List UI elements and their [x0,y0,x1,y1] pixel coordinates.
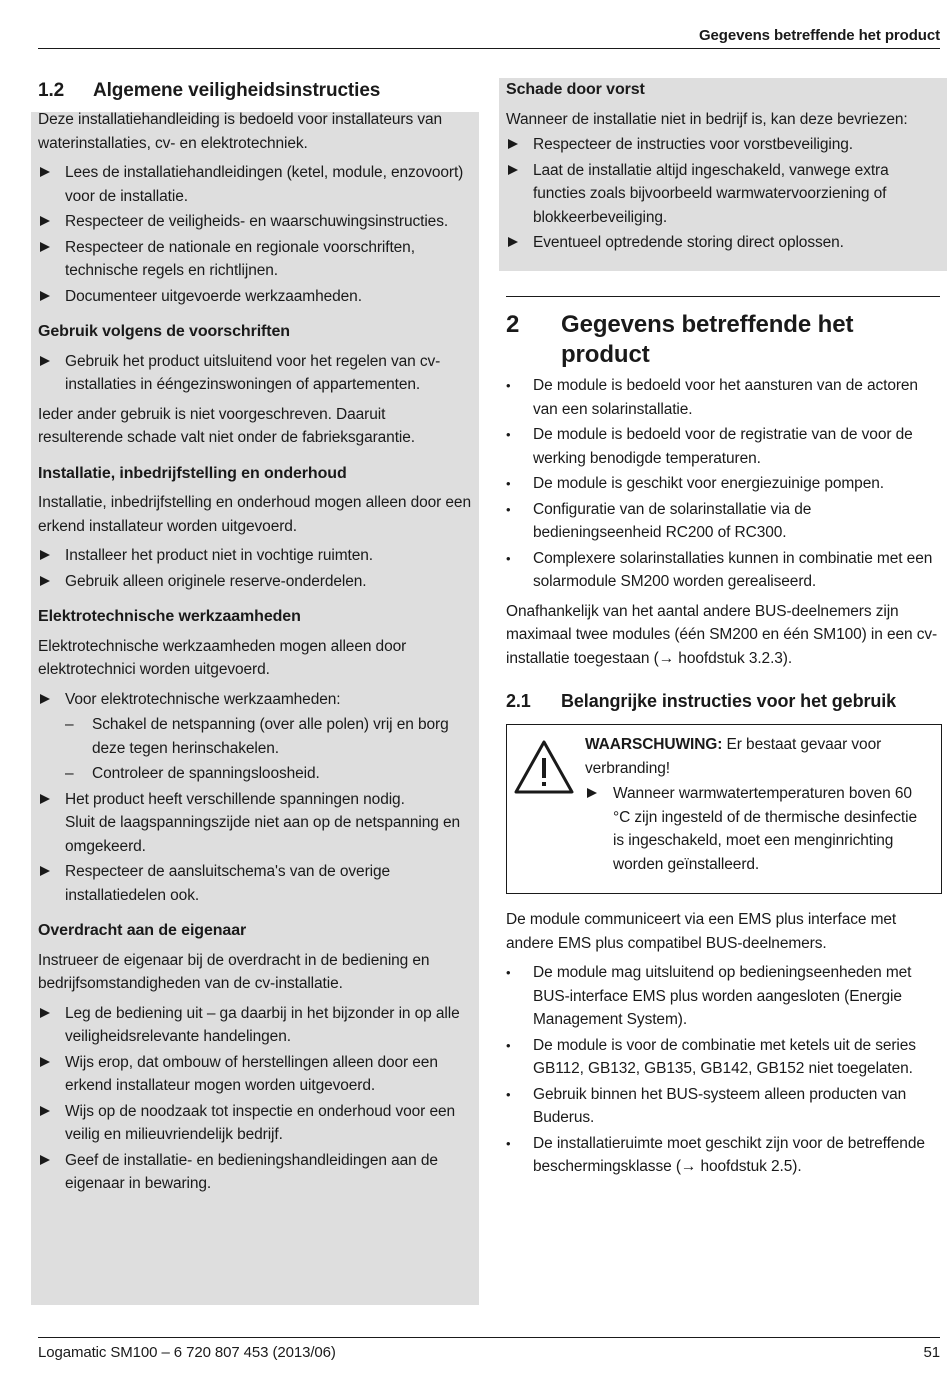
installation-list [38,544,474,593]
use-list [38,350,474,397]
list-item: Respecteer de aansluitschema's van de overige installatiedelen ook. [38,860,474,907]
installation-text: Installatie, inbedrijfstelling en onderhoud mogen alleen door een erkend installateur worden uitgevoerd. [38,494,471,535]
list-item: Installeer het product niet in vochtige ruimten. [38,544,474,568]
chapter-heading [506,310,942,370]
ems-text: De module communiceert via een EMS plus interface met andere EMS plus compatibel BUS-deelnemers. [506,911,897,952]
page-number: 51 [923,1344,940,1361]
section-number: 1.2 [38,80,65,101]
list-item: • De module is voor de combinatie met ketels uit de series GB112, GB132, GB135, GB142, GB152 niet toegelaten. [506,1034,942,1081]
list-item: • De module is bedoeld voor de registratie van de voor de werking benodigde temperaturen. [506,423,942,470]
section-heading-1-2 [38,78,474,104]
list-item: Wijs erop, dat ombouw of herstellingen alleen door een erkend installateur mogen worden uitgevoerd. [38,1051,474,1098]
electrotechnical-text: Elektrotechnische werkzaamheden mogen alleen door elektrotechnici worden uitgevoerd. [38,637,407,678]
footer-rule [38,1337,940,1338]
section-title: Belangrijke instructies voor het gebruik [561,691,897,711]
list-item: Wijs op de noodzaak tot inspectie en onderhoud voor een veilig en milieuvriendelijk bedrijf. [38,1100,474,1147]
subheading-electrotechnical: Elektrotechnische werkzaamheden [38,608,301,625]
electrotechnical-list [38,688,474,908]
list-item: • De installatieruimte moet geschikt zijn voor de betreffende beschermingsklasse (→ hoofdstuk 2.5). [506,1132,942,1179]
electrotechnical-sublist [65,713,474,786]
list-item: Gebruik het product uitsluitend voor het regelen van cv-installaties in ééngezinswoningen of appartementen. [38,350,474,397]
right-column [506,78,942,261]
list-item-text: Voor elektrotechnische werkzaamheden: [65,690,341,708]
list-item: • Configuratie van de solarinstallatie via de bedieningseenheid RC200 of RC300. [506,498,942,545]
handover-text: Instrueer de eigenaar bij de overdracht in de bediening en bedrijfsomstandigheden van de cv-installatie. [38,951,430,992]
list-item: Geef de installatie- en bedieningshandleidingen aan de eigenaar in bewaring. [38,1149,474,1196]
section-title: Algemene veiligheidsinstructies [93,80,381,101]
list-item: • De module mag uitsluitend op bedieningseenheden met BUS-interface EMS plus worden aangesloten (Energie Management System). [506,961,942,1032]
list-item [38,788,474,859]
footer-document-id: Logamatic SM100 – 6 720 807 453 (2013/06) [38,1344,336,1361]
list-item: • De module is geschikt voor energiezuinige pompen. [506,472,942,496]
warning-text: Er bestaat gevaar voor verbranding! [585,736,882,777]
list-item: • Complexere solarinstallaties kunnen in combinatie met een solarmodule SM200 worden gerealiseerd. [506,547,942,594]
warning-triangle-icon [513,739,575,795]
frost-list [506,133,942,255]
list-item: Documenteer uitgevoerde werkzaamheden. [38,285,474,309]
list-item: Wanneer warmwatertemperaturen boven 60 °C zijn ingesteld of de thermische desinfectie is ingeschakeld, moet een menginrichting worden geïnstalleerd. [585,782,931,876]
list-item: Respecteer de instructies voor vorstbeveiliging. [506,133,942,157]
list-item: Laat de installatie altijd ingeschakeld, vanwege extra functies zoals bijvoorbeeld warmwatervoorziening of blokkeerbeveiliging. [506,159,942,230]
warning-label: WAARSCHUWING: [585,736,723,753]
subheading-use: Gebruik volgens de voorschriften [38,323,290,340]
ems-list [506,961,942,1179]
list-item: • Gebruik binnen het BUS-systeem alleen producten van Buderus. [506,1083,942,1130]
product-text: Onafhankelijk van het aantal andere BUS-deelnemers zijn maximaal twee modules (één SM200 en één SM100) in een cv-installatie toegestaan (→ hoofdstuk 3.2.3). [506,602,938,667]
right-column-chapter [506,310,942,1185]
warning-list [585,782,931,876]
header-rule [38,48,940,49]
sublist-item: – Schakel de netspanning (over alle polen) vrij en borg deze tegen herinschakelen. [65,713,474,760]
handover-list [38,1002,474,1196]
chapter-rule [506,296,940,297]
list-item: Leg de bediening uit – ga daarbij in het bijzonder in op alle veiligheidsrelevante handelingen. [38,1002,474,1049]
intro-list [38,161,474,308]
list-item [38,688,474,786]
warning-lead [585,733,931,780]
sublist-item: – Controleer de spanningsloosheid. [65,762,474,786]
list-item: Respecteer de nationale en regionale voorschriften, technische regels en richtlijnen. [38,236,474,283]
list-item-text: Het product heeft verschillende spanningen nodig. [65,790,405,808]
chapter-number: 2 [506,311,520,338]
list-item: Respecteer de veiligheids- en waarschuwingsinstructies. [38,210,474,234]
section-number: 2.1 [506,691,531,711]
running-header: Gegevens betreffende het product [698,27,940,44]
intro-text: Deze installatiehandleiding is bedoeld voor installateurs van waterinstallaties, cv- en elektrotechniek. [38,111,443,152]
chapter-title: Gegevens betreffende het product [561,311,854,368]
frost-text: Wanneer de installatie niet in bedrijf is, kan deze bevriezen: [506,110,908,128]
list-item: Lees de installatiehandleidingen (ketel, module, enzovoort) voor de installatie. [38,161,474,208]
section-heading-2-1 [506,688,942,714]
use-note: Ieder ander gebruik is niet voorgeschreven. Daaruit resulterende schade valt niet onder de fabrieksgarantie. [38,405,415,446]
subheading-frost: Schade door vorst [506,81,645,98]
warning-box [506,724,942,894]
list-item: Eventueel optredende storing direct oplossen. [506,231,942,255]
list-item: • De module is bedoeld voor het aansturen van de actoren van een solarinstallatie. [506,374,942,421]
list-item-text: Sluit de laagspanningszijde niet aan op de netspanning en omgekeerd. [65,814,461,855]
left-column [38,78,474,1202]
subheading-handover: Overdracht aan de eigenaar [38,922,247,939]
product-list [506,374,942,594]
subheading-installation: Installatie, inbedrijfstelling en onderhoud [38,464,347,482]
list-item: Gebruik alleen originele reserve-onderdelen. [38,570,474,594]
